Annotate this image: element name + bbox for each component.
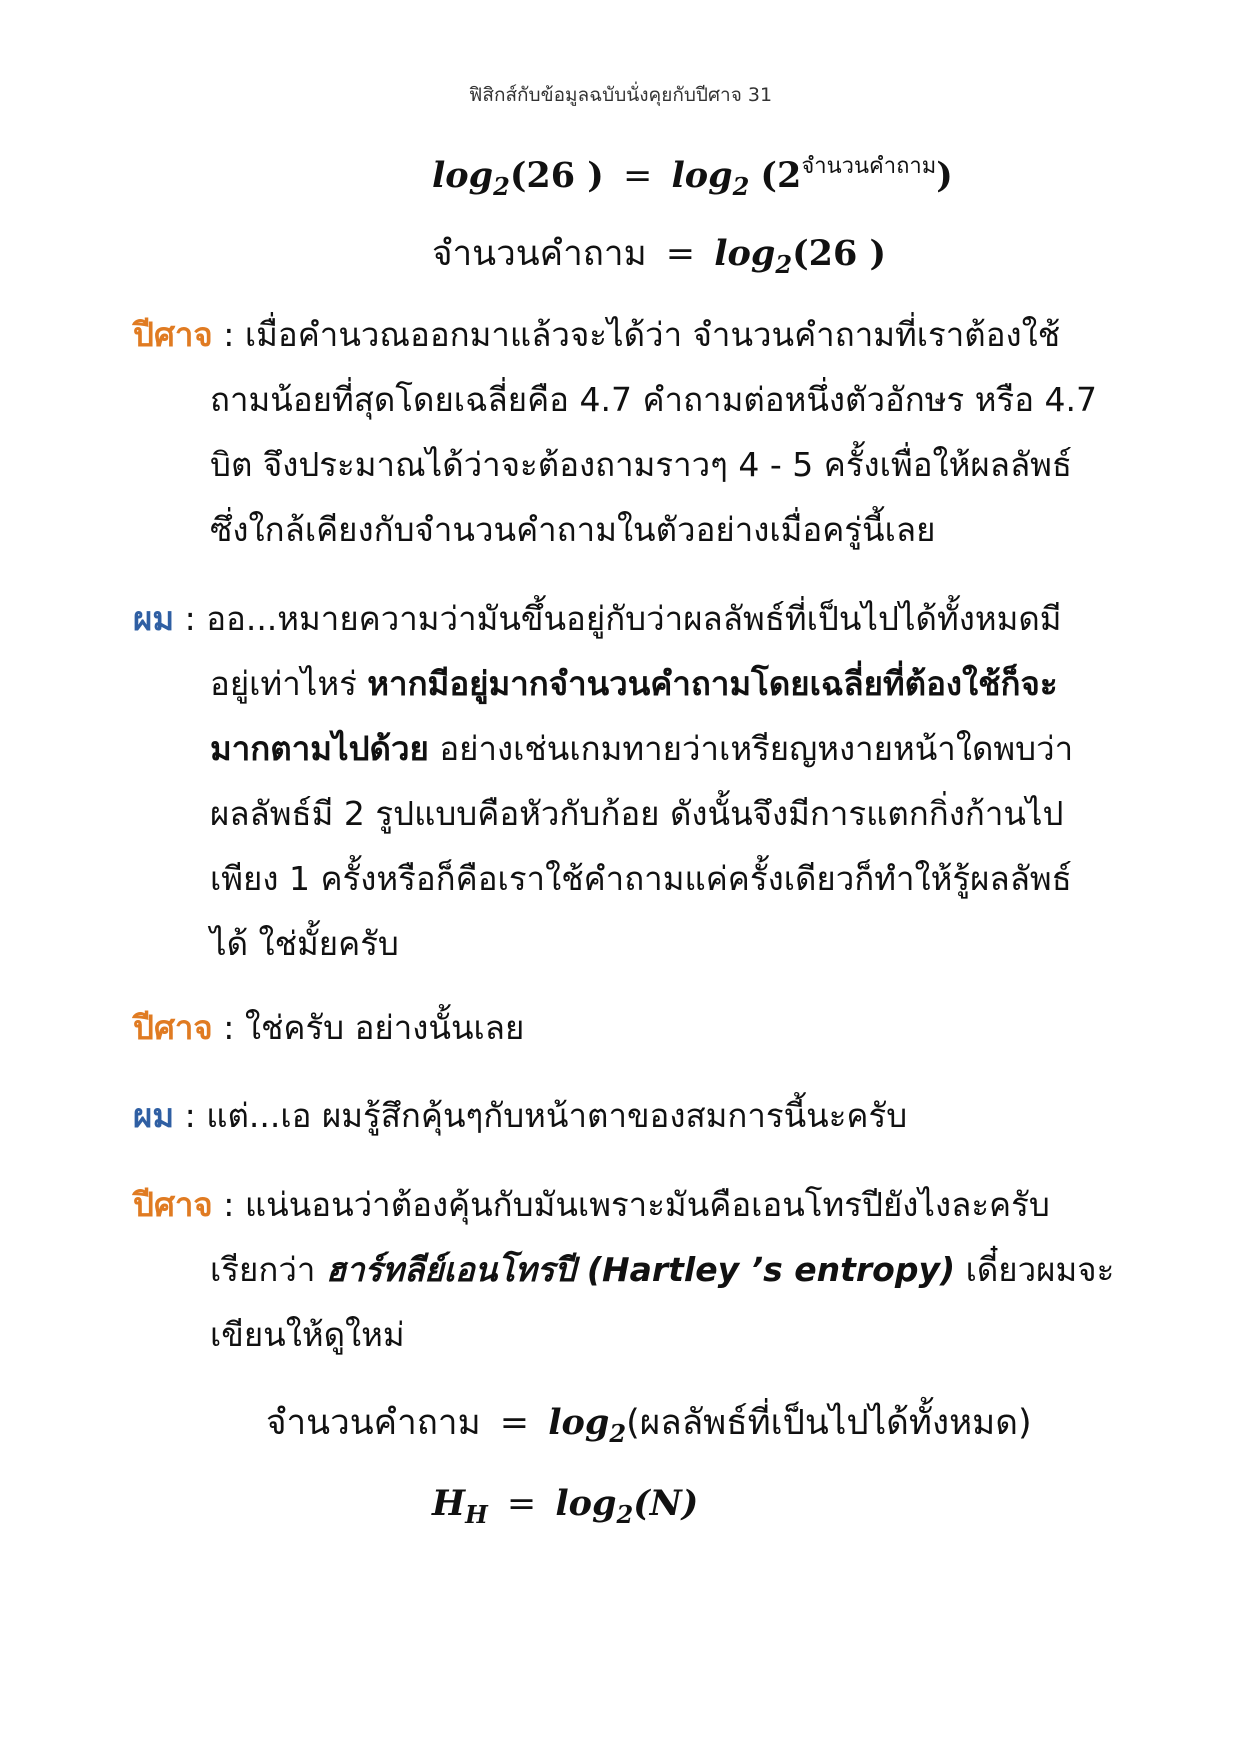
log-argument: (ผลลัพธ์ที่เป็นไปได้ทั้งหมด) — [626, 1403, 1032, 1443]
emphasis-text: มากตามไปด้วย — [210, 729, 429, 768]
paragraph-text: : เมื่อคำนวณออกมาแล้วจะได้ว่า จำนวนคำถามที่เราต้องใช้ — [223, 315, 1061, 354]
paragraph-text: : แน่นอนว่าต้องคุ้นกับมันเพราะมันคือเอนโทรปียังไงละครับ — [212, 1185, 1050, 1224]
paragraph-text: : ออ...หมายความว่ามันขึ้นอยู่กับว่าผลลัพธ์ที่เป็นไปได้ทั้งหมดมี — [174, 599, 1062, 638]
paragraph-text: อย่างเช่นเกมทายว่าเหรียญหงายหน้าใดพบว่า — [428, 729, 1074, 768]
dialogue-pisaj-1 — [133, 302, 1153, 562]
term-hartley-entropy: ฮาร์ทลีย์เอนโทรปี (Hartley ’s entropy) — [325, 1250, 956, 1289]
equals-sign: = — [622, 156, 653, 196]
equation-lhs: จำนวนคำถาม — [266, 1403, 481, 1443]
dialogue-pisaj-2 — [133, 995, 1153, 1060]
equation-2 — [432, 233, 887, 279]
entropy-subscript: H — [465, 1500, 488, 1529]
running-header — [0, 80, 1241, 110]
paragraph-line: ได้ ใช่มั้ยครับ — [210, 924, 399, 963]
speaker-label: ปีศาจ — [133, 315, 213, 354]
equals-sign: = — [499, 1403, 530, 1443]
log-argument: (26 ) — [792, 233, 887, 274]
paragraph-line: เพียง 1 ครั้งหรือก็คือเราใช้คำถามแค่ครั้งเดียวก็ทำให้รู้ผลลัพธ์ — [210, 859, 1072, 898]
equation-lhs: จำนวนคำถาม — [432, 234, 647, 274]
log-func: log — [555, 1483, 617, 1524]
paragraph-text: : แต่...เอ ผมรู้สึกคุ้นๆกับหน้าตาของสมการนี้นะครับ — [174, 1096, 908, 1135]
paragraph-line: ถามน้อยที่สุดโดยเฉลี่ยคือ 4.7 คำถามต่อหนึ่งตัวอักษร หรือ 4.7 — [210, 380, 1098, 419]
log-func: log — [432, 155, 494, 196]
equals-sign: = — [506, 1484, 537, 1524]
power-base: (2 — [760, 155, 802, 196]
entropy-symbol: H — [432, 1483, 466, 1524]
log-base: 2 — [775, 250, 793, 279]
equals-sign: = — [665, 234, 696, 274]
log-argument: (N) — [633, 1483, 699, 1524]
dialogue-pom-2 — [133, 1083, 1153, 1148]
paragraph-line — [133, 1237, 1153, 1302]
log-base: 2 — [609, 1419, 627, 1448]
paragraph-line: ผลลัพธ์มี 2 รูปแบบคือหัวกับก้อย ดังนั้นจึงมีการแตกกิ่งก้านไป — [210, 794, 1064, 833]
equation-4 — [432, 1483, 699, 1529]
dialogue-pom-1 — [133, 586, 1153, 976]
paragraph-line: เขียนให้ดูใหม่ — [210, 1315, 405, 1354]
paragraph-text: อยู่เท่าไหร่ — [210, 664, 368, 703]
paragraph-line — [133, 995, 1153, 1060]
paragraph-line — [133, 1172, 1153, 1237]
paragraph-text: : ใช่ครับ อย่างนั้นเลย — [212, 1008, 525, 1047]
paragraph-text: เดี๋ยวผมจะ — [955, 1250, 1115, 1289]
paragraph-line — [133, 586, 1153, 651]
paragraph-line: ซึ่งใกล้เคียงกับจำนวนคำถามในตัวอย่างเมื่อครู่นี้เลย — [210, 510, 936, 549]
paragraph-text: เรียกว่า — [210, 1250, 326, 1289]
log-base: 2 — [732, 172, 750, 201]
log-func: log — [548, 1402, 610, 1443]
page-number: 31 — [747, 84, 773, 106]
paragraph-line — [133, 716, 1153, 781]
equation-3 — [266, 1402, 1032, 1448]
paragraph-line — [133, 302, 1153, 367]
log-base: 2 — [493, 172, 510, 201]
speaker-label: ผม — [133, 1096, 175, 1135]
book-title: ฟิสิกส์กับข้อมูลฉบับนั่งคุยกับปีศาจ — [468, 84, 742, 106]
log-func: log — [714, 233, 776, 274]
equation-1 — [432, 154, 953, 201]
paragraph-line — [133, 651, 1153, 716]
paragraph-line: บิต จึงประมาณได้ว่าจะต้องถามราวๆ 4 - 5 ครั้งเพื่อให้ผลลัพธ์ — [210, 445, 1073, 484]
paragraph-line — [133, 1083, 1153, 1148]
dialogue-pisaj-3 — [133, 1172, 1153, 1367]
speaker-label: ผม — [133, 599, 175, 638]
log-argument: (26 ) — [509, 155, 604, 196]
speaker-label: ปีศาจ — [133, 1185, 213, 1224]
log-func: log — [671, 155, 733, 196]
emphasis-text: หากมีอยู่มากจำนวนคำถามโดยเฉลี่ยที่ต้องใช้ก็จะ — [367, 664, 1058, 703]
exponent-text: จำนวนคำถาม — [801, 154, 937, 179]
speaker-label: ปีศาจ — [133, 1008, 213, 1047]
closing-paren: ) — [936, 155, 953, 196]
log-base: 2 — [616, 1500, 634, 1529]
